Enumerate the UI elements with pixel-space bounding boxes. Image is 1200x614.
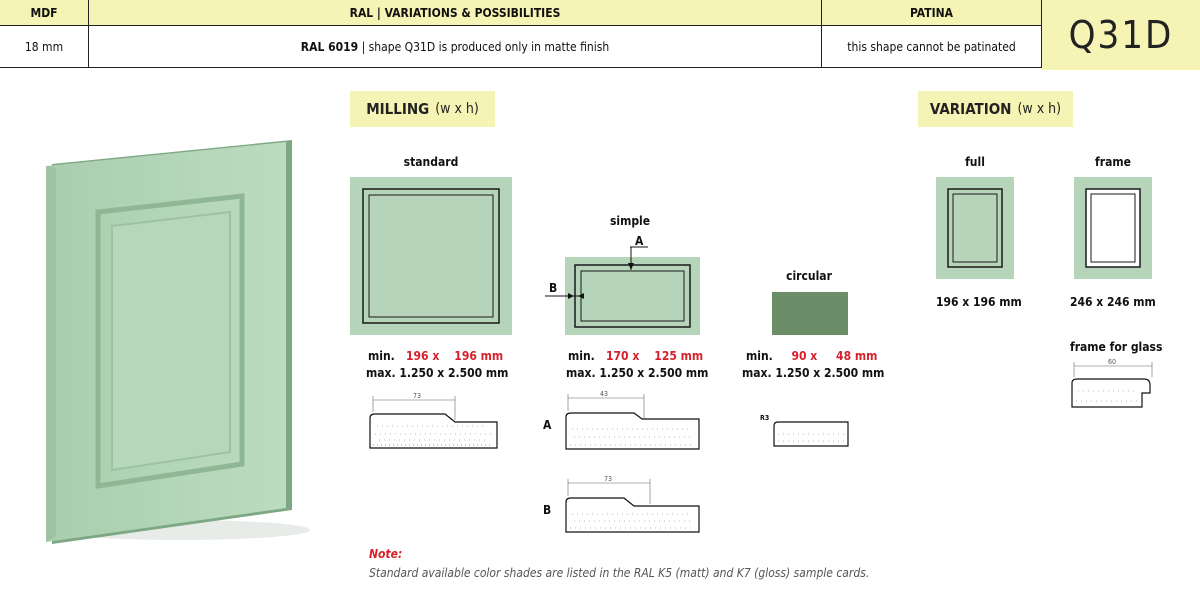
frame-label: frame [1095, 155, 1131, 169]
standard-profile-dim: 73 [413, 392, 422, 400]
frame-glass-label: frame for glass [1070, 340, 1163, 354]
milling-tag [350, 91, 495, 127]
frame-swatch [1074, 177, 1152, 279]
door-image [30, 130, 320, 550]
frame-glass-profile [1068, 355, 1163, 415]
standard-max: max. 1.250 x 2.500 mm [366, 366, 509, 380]
note-title: Note: [369, 547, 403, 561]
variation-unit: (w x h) [1017, 101, 1062, 117]
header-col-patina: PATINA [822, 0, 1042, 26]
milling-unit: (w x h) [435, 101, 479, 117]
variation-tag [918, 91, 1073, 127]
mdf-value: 18 mm [0, 26, 89, 68]
standard-swatch [350, 177, 512, 335]
simple-min: min. 170 x 125 mm [568, 349, 704, 363]
ral-text: | shape Q31D is produced only in matte finish [358, 39, 610, 54]
standard-profile [365, 390, 505, 460]
full-swatch [936, 177, 1014, 279]
standard-min: min. 196 x 196 mm [368, 349, 504, 363]
simple-profile-b [562, 470, 707, 545]
note-text: Standard available color shades are listed in the RAL K5 (matt) and K7 (gloss) sample cards. [369, 566, 870, 580]
simple-marker-a: A [635, 234, 644, 248]
patina-value: this shape cannot be patinated [822, 26, 1042, 68]
standard-milling-lines [350, 177, 512, 335]
simple-profile-a-dim: 43 [600, 390, 609, 398]
frame-glass-dim: 60 [1108, 358, 1117, 366]
simple-markers [540, 230, 660, 305]
ral-code: RAL 6019 [300, 39, 359, 54]
circular-max: max. 1.250 x 2.500 mm [742, 366, 885, 380]
header-col-mdf: MDF [0, 0, 89, 26]
full-milling-lines [936, 177, 1014, 279]
circular-swatch [772, 292, 848, 335]
circular-label: circular [786, 269, 832, 283]
circular-profile-dim: R3 [760, 414, 770, 422]
ral-value [89, 26, 822, 68]
standard-label: standard [403, 155, 459, 169]
header-col-ral: RAL | VARIATIONS & POSSIBILITIES [89, 0, 822, 26]
simple-label: simple [609, 214, 651, 228]
full-size: 196 x 196 mm [936, 295, 1022, 309]
simple-marker-b: B [549, 281, 558, 295]
circular-profile [756, 408, 856, 453]
frame-milling-lines [1074, 177, 1152, 279]
profile-a-label: A [543, 418, 552, 432]
simple-max: max. 1.250 x 2.500 mm [566, 366, 709, 380]
variation-title: VARIATION [929, 100, 1012, 118]
simple-profile-b-dim: 73 [604, 475, 613, 483]
shape-code: Q31D [1042, 0, 1200, 70]
profile-b-label: B [543, 503, 552, 517]
circular-min: min. 90 x 48 mm [746, 349, 878, 363]
milling-title: MILLING [366, 100, 430, 118]
full-label: full [965, 155, 985, 169]
simple-profile-a [562, 385, 707, 460]
frame-size: 246 x 246 mm [1070, 295, 1156, 309]
